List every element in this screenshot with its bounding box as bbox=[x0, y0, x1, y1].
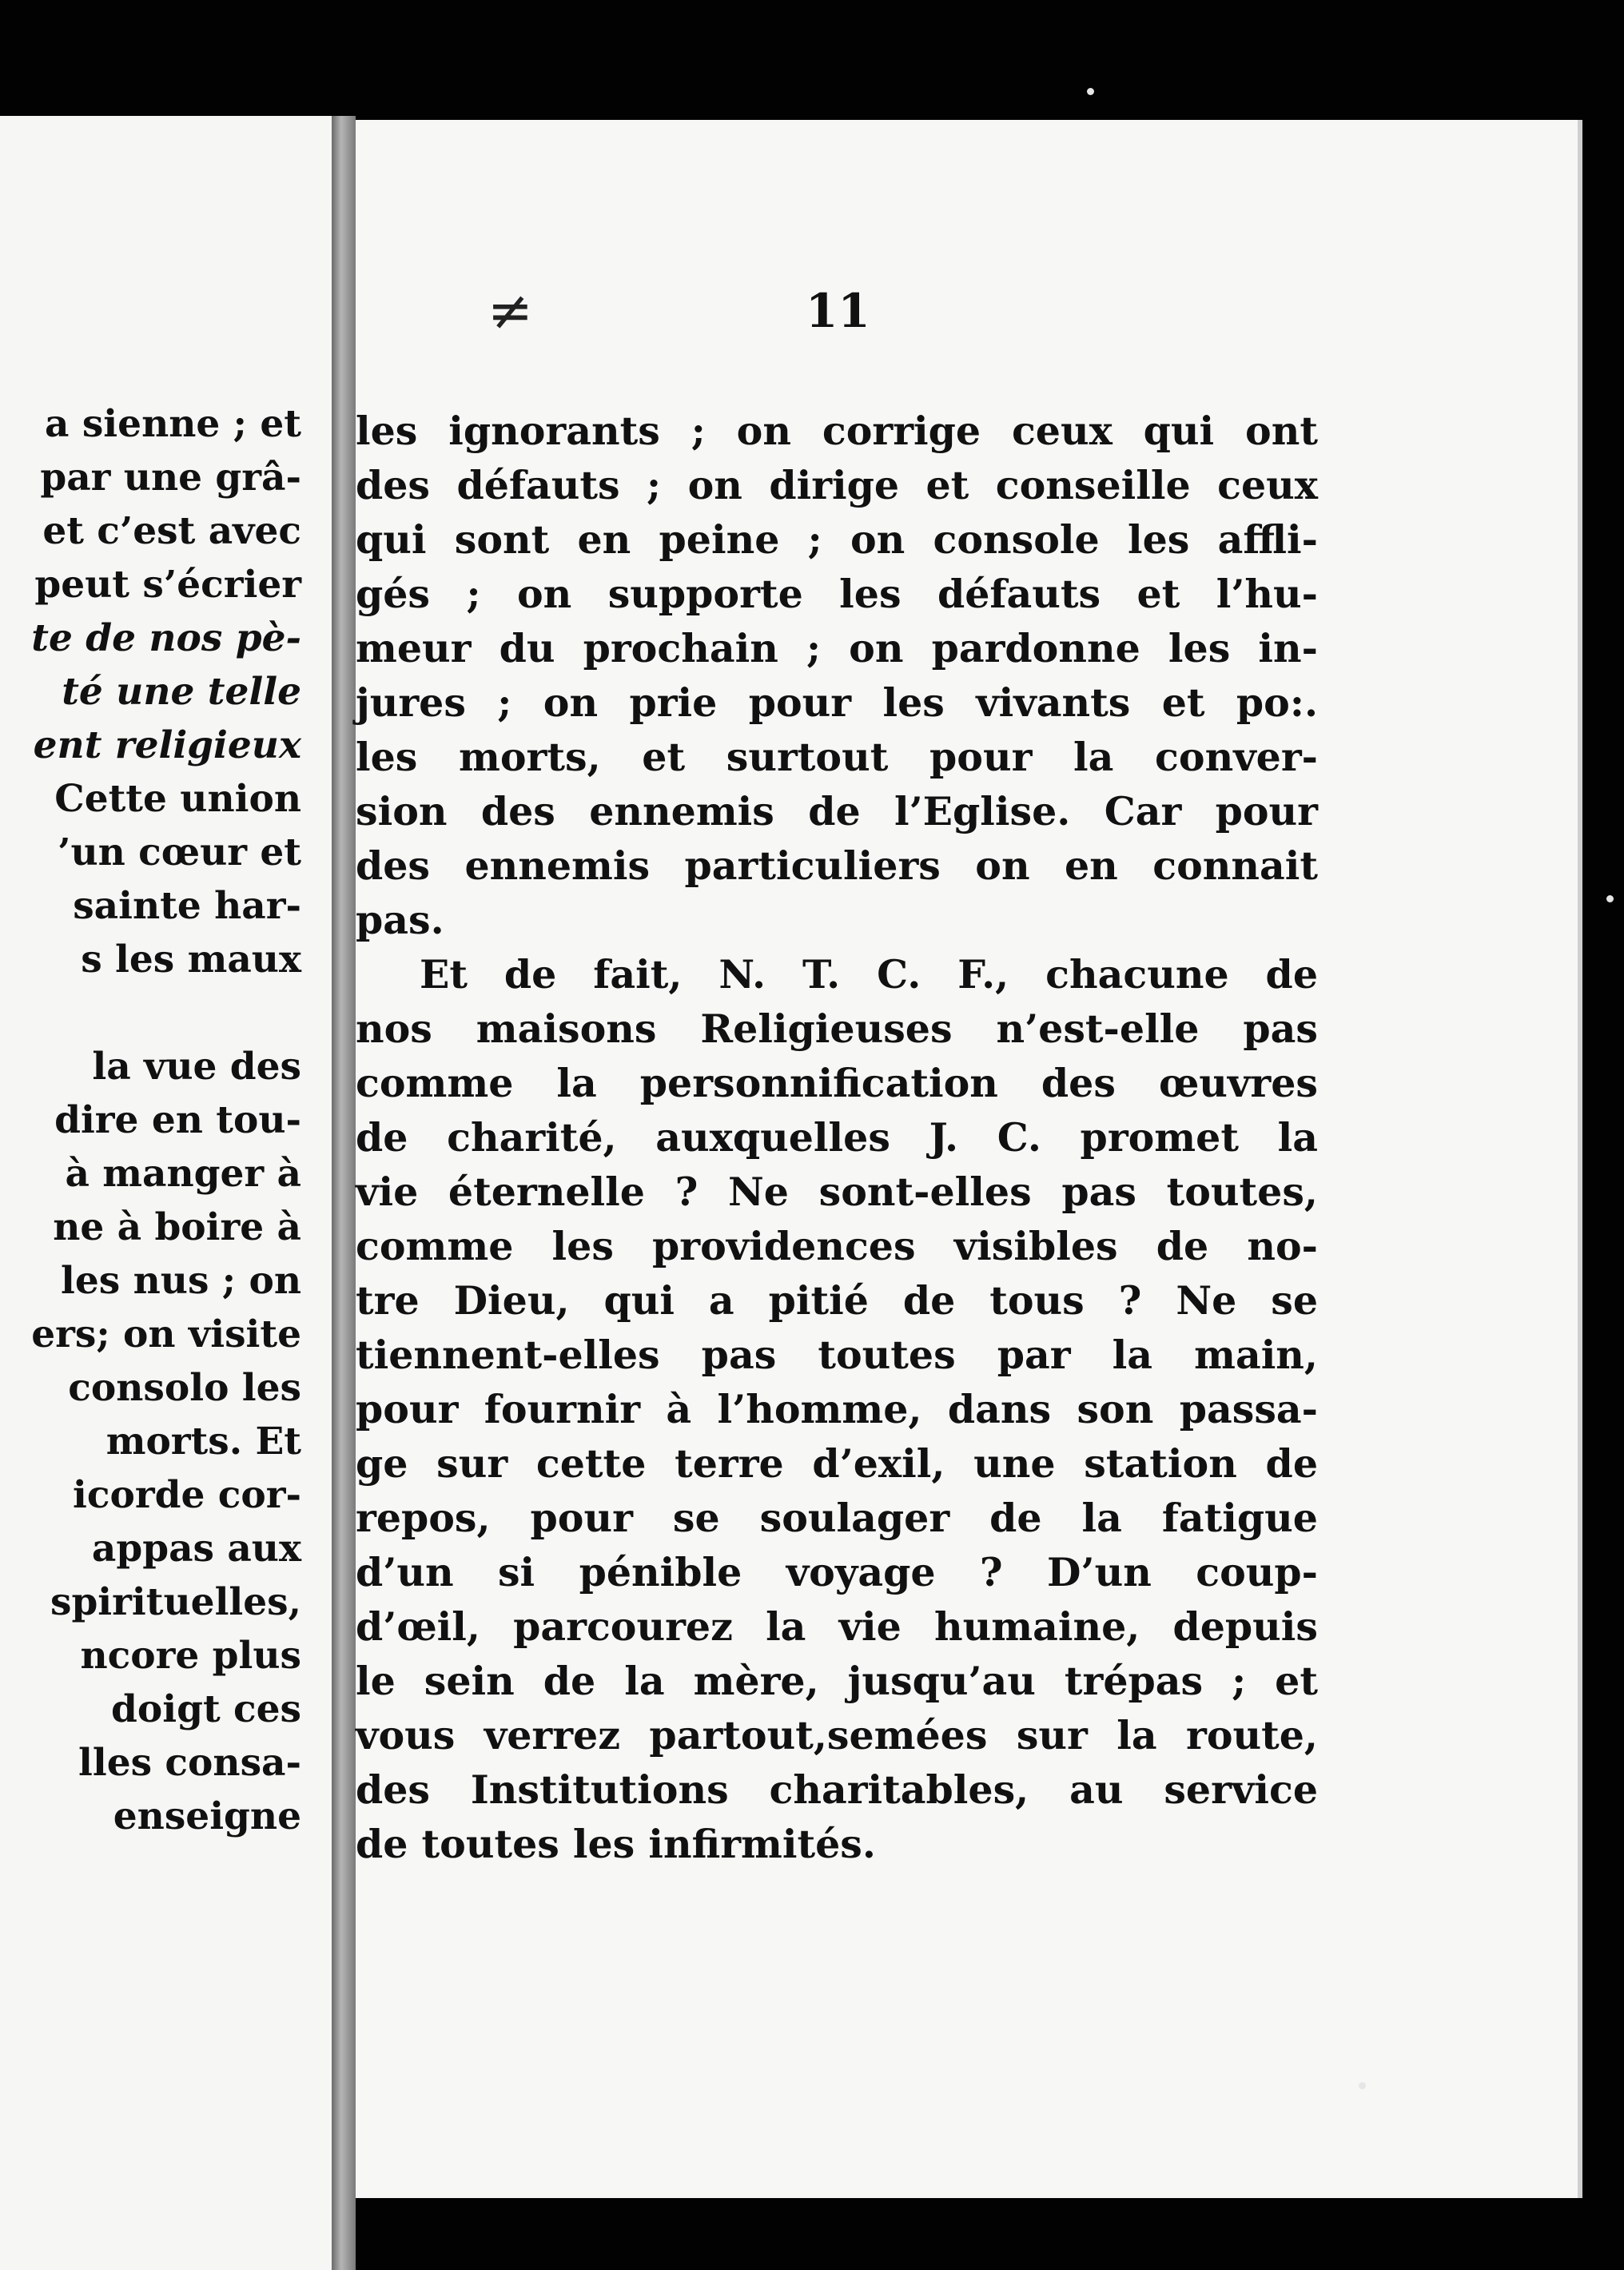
left-text-line: ncore plus bbox=[80, 1634, 301, 1678]
left-text-line: ers; on visite bbox=[31, 1312, 301, 1356]
left-text-line: les nus ; on bbox=[61, 1259, 301, 1303]
text-line: d’un si pénible voyage ? D’un coup- bbox=[356, 1549, 1318, 1595]
text-line: Et de fait, N. T. C. F., chacune de bbox=[420, 951, 1318, 998]
left-text-line: ent religieux bbox=[33, 723, 301, 767]
text-line: sion des ennemis de l’Eglise. Car pour bbox=[356, 788, 1318, 834]
left-page bbox=[0, 116, 332, 2270]
text-line: qui sont en peine ; on console les affli- bbox=[356, 516, 1318, 563]
left-text-line: la vue des bbox=[92, 1045, 301, 1089]
left-text-line: spirituelles, bbox=[50, 1580, 301, 1624]
text-line: des ennemis particuliers on en connait bbox=[356, 842, 1318, 889]
text-line: comme la personnification des œuvres bbox=[356, 1060, 1318, 1106]
page-number: 11 bbox=[806, 284, 870, 338]
left-text-line: et c’est avec bbox=[42, 509, 301, 553]
left-text-line: dire en tou- bbox=[54, 1098, 301, 1142]
left-text-line: ne à boire à bbox=[53, 1205, 301, 1249]
text-line: tre Dieu, qui a pitié de tous ? Ne se bbox=[356, 1277, 1318, 1324]
left-text-line: par une grâ- bbox=[40, 456, 301, 500]
margin-mark: ≠ bbox=[488, 280, 533, 343]
left-text-line: consolo les bbox=[68, 1366, 301, 1410]
text-line: repos, pour se soulager de la fatigue bbox=[356, 1495, 1318, 1541]
left-text-line: lles consa- bbox=[78, 1741, 301, 1785]
left-text-line: a sienne ; et bbox=[45, 402, 301, 446]
dust-speck bbox=[1606, 895, 1614, 902]
right-page bbox=[356, 120, 1582, 2198]
left-text-line: s les maux bbox=[81, 938, 301, 982]
book-spine bbox=[332, 116, 356, 2270]
left-text-line: té une telle bbox=[62, 670, 301, 714]
left-text-line: appas aux bbox=[91, 1527, 301, 1571]
left-text-line: doigt ces bbox=[111, 1687, 301, 1731]
text-line: les ignorants ; on corrige ceux qui ont bbox=[356, 408, 1318, 454]
text-line: gés ; on supporte les défauts et l’hu- bbox=[356, 571, 1318, 617]
left-text-line: à manger à bbox=[65, 1152, 301, 1196]
text-line: de toutes les infirmités. bbox=[356, 1821, 876, 1867]
text-line: d’œil, parcourez la vie humaine, depuis bbox=[356, 1603, 1318, 1650]
text-line: ge sur cette terre d’exil, une station de bbox=[356, 1440, 1318, 1487]
dust-speck bbox=[1087, 88, 1094, 95]
left-page-text bbox=[0, 397, 332, 1843]
left-text-line: enseigne bbox=[113, 1794, 301, 1838]
text-line: comme les providences visibles de no- bbox=[356, 1223, 1318, 1269]
text-line: meur du prochain ; on pardonne les in- bbox=[356, 625, 1318, 671]
right-page-text bbox=[356, 404, 1318, 1871]
text-line: vie éternelle ? Ne sont-elles pas toutes, bbox=[356, 1169, 1318, 1215]
text-line: les morts, et surtout pour la conver- bbox=[356, 734, 1318, 780]
text-line: jures ; on prie pour les vivants et po:. bbox=[356, 679, 1318, 726]
left-text-line: peut s’écrier bbox=[34, 563, 301, 607]
text-line: vous verrez partout,semées sur la route, bbox=[356, 1712, 1318, 1758]
text-line: des défauts ; on dirige et conseille ceux bbox=[356, 462, 1318, 508]
left-text-line: te de nos pè- bbox=[31, 616, 301, 660]
text-line: pour fournir à l’homme, dans son passa- bbox=[356, 1386, 1318, 1432]
left-text-line bbox=[0, 986, 332, 1040]
left-text-line: sainte har- bbox=[73, 884, 301, 928]
left-text-line: Cette union bbox=[54, 777, 301, 821]
left-text-line: morts. Et bbox=[105, 1420, 301, 1464]
text-line: le sein de la mère, jusqu’au trépas ; et bbox=[356, 1658, 1318, 1704]
text-line: nos maisons Religieuses n’est-elle pas bbox=[356, 1006, 1318, 1052]
dust-speck bbox=[1359, 2082, 1366, 2089]
left-text-line: icorde cor- bbox=[73, 1473, 301, 1517]
text-line: tiennent-elles pas toutes par la main, bbox=[356, 1332, 1318, 1378]
text-line: de charité, auxquelles J. C. promet la bbox=[356, 1114, 1318, 1161]
text-line: des Institutions charitables, au service bbox=[356, 1766, 1318, 1813]
left-text-line: ’un cœur et bbox=[58, 830, 301, 874]
text-line: pas. bbox=[356, 897, 444, 943]
